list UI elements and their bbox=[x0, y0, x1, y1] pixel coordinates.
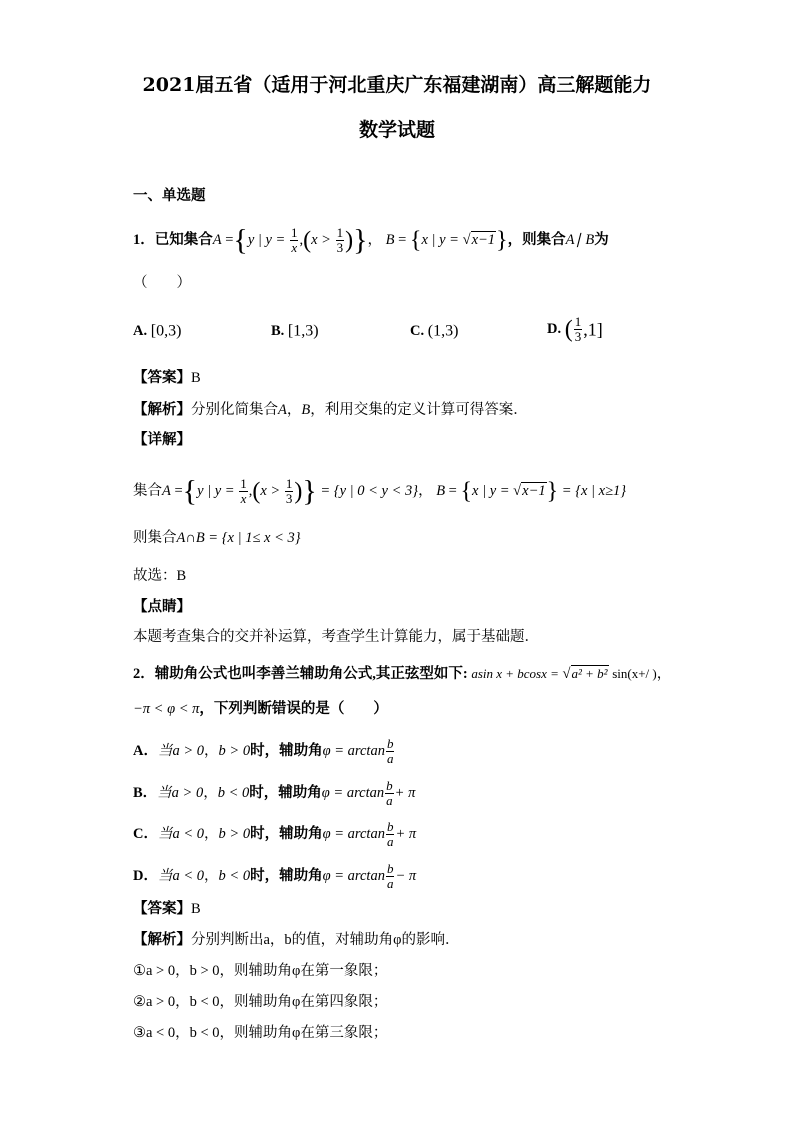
q1-a-inner: y | y = bbox=[247, 231, 286, 248]
q1-prefix: 1．已知集合 bbox=[133, 231, 213, 248]
q1-analysis: 【解析】分别化简集合A，B，利用交集的定义计算可得答案． bbox=[133, 402, 528, 418]
document-subtitle: 数学试题 bbox=[358, 119, 435, 141]
q2-answer: 【答案】B bbox=[133, 901, 201, 917]
document-title: 2021届五省（适用于河北重庆广东福建湖南）高三解题能力 bbox=[142, 74, 652, 96]
q1-detail-line2: 则集合A∩B = {x | 1≤ x < 3} bbox=[133, 530, 301, 546]
q2-case-3: ③a < 0，b < 0，则辅助角φ在第三象限； bbox=[133, 1025, 388, 1041]
q1-option-d-frac: $\frac{1}{3}$ bbox=[574, 314, 582, 344]
q2-option-c: C．当a < 0，b > 0时，辅助角φ = arctan $\frac{b}{a}$ + π bbox=[133, 819, 417, 849]
q1-sqrt: x−1 bbox=[471, 231, 496, 248]
q1-option-c-letter: C. bbox=[410, 323, 425, 339]
q2-formula-lhs: asin x + bcosx = bbox=[471, 666, 559, 681]
q1-b-inner: x | y = bbox=[421, 231, 459, 248]
q1-a-condition: x > bbox=[311, 231, 331, 248]
q1-answer-value: B bbox=[191, 370, 201, 386]
q2-statement-line2: −π < φ < π，下列判断错误的是（ ） bbox=[133, 701, 388, 717]
q1-option-c-value: (1,3) bbox=[427, 322, 459, 340]
q1-frac-one-over-x: $\frac{1}{x}$ bbox=[290, 225, 298, 255]
q1-comment-heading: 【点睛】 bbox=[133, 599, 191, 615]
q2-range: −π < φ < π bbox=[133, 701, 200, 717]
q1-option-a-value: [0,3) bbox=[150, 322, 182, 340]
q1-frac-one-third: $\frac{1}{3}$ bbox=[336, 225, 344, 255]
q2-analysis: 【解析】分别判断出a，b的值，对辅助角φ的影响． bbox=[133, 932, 460, 948]
q1-option-a-letter: A. bbox=[133, 323, 148, 339]
q1-statement: 1．已知集合A ={y | y = $\frac{1}{x}$ ,(x > $\frac{1}{3}$ )}， B = {x | y = √x−1}，则集合A∣ B为 bbox=[133, 223, 609, 257]
q1-intersect: A∣ B bbox=[565, 231, 595, 248]
q1-suffix: ，则集合 bbox=[507, 231, 566, 248]
q1-comment: 本题考查集合的交并补运算，考查学生计算能力，属于基础题． bbox=[133, 629, 539, 645]
q2-option-a: A．当a > 0，b > 0时，辅助角φ = arctan $\frac{b}{a}$ bbox=[133, 736, 394, 766]
section-heading: 一、单选题 bbox=[133, 188, 206, 204]
q1-detail-line1: 集合A ={y | y = $\frac{1}{x}$ ,(x > $\frac{1}{3}$ )} = {y | 0 < y < 3}， B = {x | y = √x−1} = {x | x≥1} bbox=[133, 474, 627, 508]
q1-option-d-letter: D. bbox=[547, 320, 562, 337]
q1-paren: （ ） bbox=[133, 275, 191, 291]
q2-case-1: ①a > 0，b > 0，则辅助角φ在第一象限； bbox=[133, 963, 388, 979]
q1-answer: 【答案】B bbox=[133, 370, 201, 386]
q2-statement: 2．辅助角公式也叫李善兰辅助角公式,其正弦型如下: asin x + bcosx = √a² + b² sin(x+/ )， bbox=[133, 666, 672, 682]
q1-option-b-value: [1,3) bbox=[287, 322, 319, 340]
q1-b-lhs: B bbox=[385, 231, 395, 248]
q1-detail-heading: 【详解】 bbox=[133, 432, 191, 448]
q1-detail-a-result: = {y | 0 < y < 3} bbox=[320, 482, 419, 499]
q1-detail-b-result: = {x | x≥1} bbox=[561, 482, 627, 499]
q2-answer-value: B bbox=[191, 901, 201, 917]
document-page: 2021届五省（适用于河北重庆广东福建湖南）高三解题能力 数学试题 一、单选题 1．已知集合A ={y | y = $\frac{1}{x}$ ,(x > $\frac{1}{3}$ )}， B = {x | y = √x−1}，则集合A∣ B为 （ ） A. [0,3) B. [1,3) C. (1,3) D. ( $\frac{1}{3}$ ,1] 【答案】B 【解析】分别化简集合A，B，利用交集的定义计算可得答案． 【详解】 集合A ={y | y = $\frac{1}{x}$ ,(x > $\frac{1}{3}$ )} = {y | 0 < y < 3}， B = {x | y = √x−1} = {x | x≥1} 则集合A∩B = {x | 1≤ x < 3} 故选：B 【点睛】 本题考查集合的交并补运算，考查学生计算能力，属于基础题． 2．辅助角公式也叫李善兰辅助角公式,其正弦型如下: asin x + bcosx = √a² + b² sin(x+/ )， −π < φ < π，下列判断错误的是（ ） A．当a > 0，b > 0时，辅助角φ = arctan $\frac{b}{a}$ B．当a > 0，b < 0时，辅助角φ = arctan $\frac{b}{a}$ + π C．当a < 0，b > 0时，辅助角φ = arctan $\frac{b}{a}$ + π D．当a < 0，b < 0时，辅助角φ = arctan $\frac{b}{a}$ − π 【答案】B 【解析】分别判断出a，b的值，对辅助角φ的影响． ①a > 0，b > 0，则辅助角φ在第一象限； ②a > 0，b < 0，则辅助角φ在第四象限； ③a < 0，b < 0，则辅助角φ在第三象限； bbox=[0, 0, 794, 1123]
q1-choose: 故选：B bbox=[133, 568, 187, 584]
q2-case-2: ②a > 0，b < 0，则辅助角φ在第四象限； bbox=[133, 994, 388, 1010]
q1-option-b-letter: B. bbox=[271, 323, 285, 339]
q2-option-b: B．当a > 0，b < 0时，辅助角φ = arctan $\frac{b}{a}$ + π bbox=[133, 778, 416, 808]
q2-option-d: D．当a < 0，b < 0时，辅助角φ = arctan $\frac{b}{a}$ − π bbox=[133, 861, 417, 891]
q1-a-lhs: A bbox=[212, 231, 222, 248]
